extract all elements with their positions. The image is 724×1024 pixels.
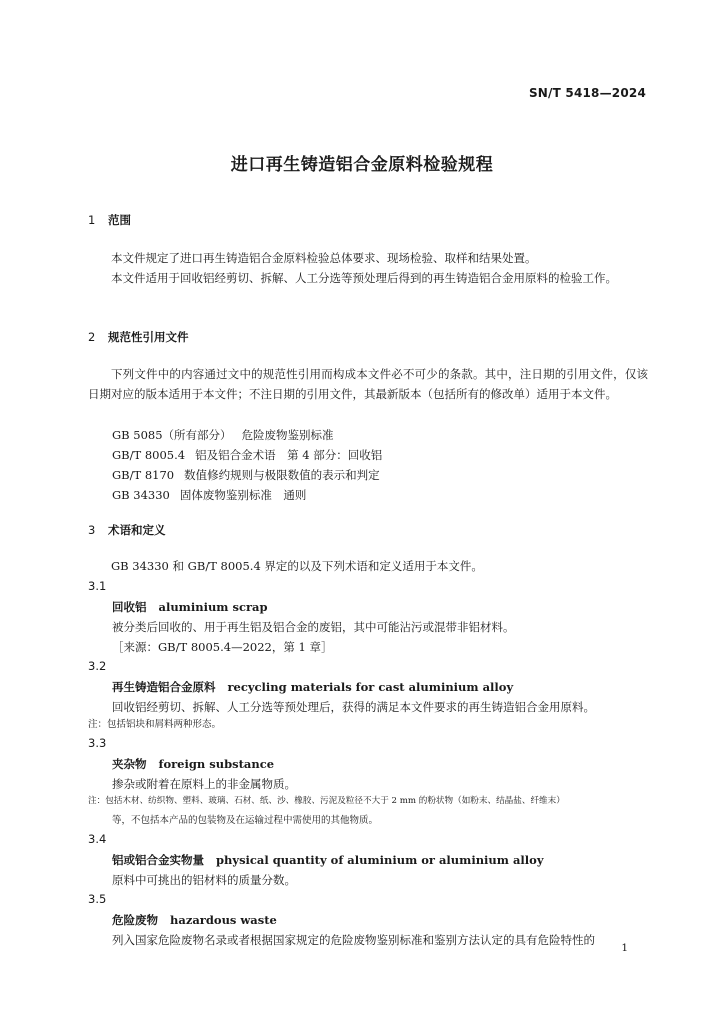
term-note: 注：包括木材、纺织物、塑料、玻璃、石材、纸、沙、橡胶、污泥及粒径不大于 2 mm 的粉状物（如粉末、结晶盐、纤维末） (88, 796, 565, 806)
scope-paragraph-2: 本文件适用于回收铝经剪切、拆解、人工分选等预处理后得到的再生铸造铝合金用原料的检验工作。 (111, 271, 617, 285)
standard-code: SN/T 5418—2024 (528, 86, 646, 100)
term-zh: 铝或铝合金实物量 (112, 853, 204, 867)
term-en: recycling materials for cast aluminium alloy (227, 680, 514, 694)
section-title: 范围 (108, 213, 131, 227)
reference-code: GB 34330 (112, 488, 170, 502)
reference-title: 固体废物鉴别标准 通则 (179, 488, 307, 502)
term-definition: 掺杂或附着在原料上的非金属物质。 (112, 777, 296, 791)
term-en: physical quantity of aluminium or aluminium alloy (216, 853, 544, 867)
term-number: 3.4 (88, 832, 107, 846)
section-number: 3 (88, 523, 96, 537)
term-definition: 列入国家危险废物名录或者根据国家规定的危险废物鉴别标准和鉴别方法认定的具有危险特性的 (112, 933, 595, 947)
term-zh: 回收铝 (112, 600, 147, 614)
reference-title: 危险废物鉴别标准 (241, 428, 334, 442)
reference-code: GB/T 8170 (112, 468, 175, 482)
term-heading (112, 852, 544, 868)
term-heading (112, 599, 268, 615)
page-number: 1 (621, 942, 628, 954)
term-zh: 再生铸造铝合金原料 (112, 680, 216, 694)
term-note: 注：包括铝块和屑料两种形态。 (88, 719, 222, 730)
section-heading-normative (88, 329, 189, 345)
term-definition: 被分类后回收的、用于再生铝及铝合金的废铝，其中可能沾污或混带非铝材料。 (112, 620, 515, 634)
term-en: hazardous waste (170, 913, 277, 927)
term-note-continued: 等，不包括本产品的包装物及在运输过程中需使用的其他物质。 (112, 815, 379, 826)
section-title: 术语和定义 (108, 523, 166, 537)
term-number: 3.3 (88, 736, 107, 750)
term-heading (112, 679, 513, 695)
reference-item (112, 447, 382, 463)
terms-intro: GB 34330 和 GB/T 8005.4 界定的以及下列术语和定义适用于本文件。 (111, 559, 483, 573)
reference-title: 铝及铝合金术语 第 4 部分：回收铝 (195, 448, 383, 462)
term-source: ［来源：GB/T 8005.4—2022，第 1 章］ (112, 640, 333, 654)
term-en: foreign substance (158, 757, 275, 771)
reference-code: GB/T 8005.4 (112, 448, 186, 462)
document-title: 进口再生铸造铝合金原料检验规程 (230, 155, 494, 175)
term-number: 3.5 (88, 892, 107, 906)
reference-item (112, 487, 306, 503)
term-zh: 危险废物 (112, 913, 158, 927)
reference-item (112, 427, 334, 443)
term-definition: 回收铝经剪切、拆解、人工分选等预处理后，获得的满足本文件要求的再生铸造铝合金用原料。 (112, 700, 595, 714)
term-heading (112, 756, 274, 772)
term-zh: 夹杂物 (112, 757, 147, 771)
term-number: 3.1 (88, 579, 107, 593)
reference-code: GB 5085（所有部分） (112, 428, 232, 442)
section-heading-terms (88, 522, 166, 538)
term-en: aluminium scrap (158, 600, 268, 614)
normative-intro: 下列文件中的内容通过文中的规范性引用而构成本文件必不可少的条款。其中，注日期的引用文件，仅该日期对应的版本适用于本文件；不注日期的引用文件，其最新版本（包括所有的修改单）适用于本文件。 (88, 367, 648, 401)
scope-paragraph-1: 本文件规定了进口再生铸造铝合金原料检验总体要求、现场检验、取样和结果处置。 (111, 251, 537, 265)
term-definition: 原料中可挑出的铝材料的质量分数。 (112, 873, 296, 887)
section-heading-scope (88, 212, 131, 228)
reference-title: 数值修约规则与极限数值的表示和判定 (184, 468, 380, 482)
reference-item (112, 467, 380, 483)
term-heading (112, 912, 277, 928)
section-number: 1 (88, 213, 96, 227)
section-title: 规范性引用文件 (108, 330, 189, 344)
term-number: 3.2 (88, 659, 107, 673)
section-number: 2 (88, 330, 96, 344)
